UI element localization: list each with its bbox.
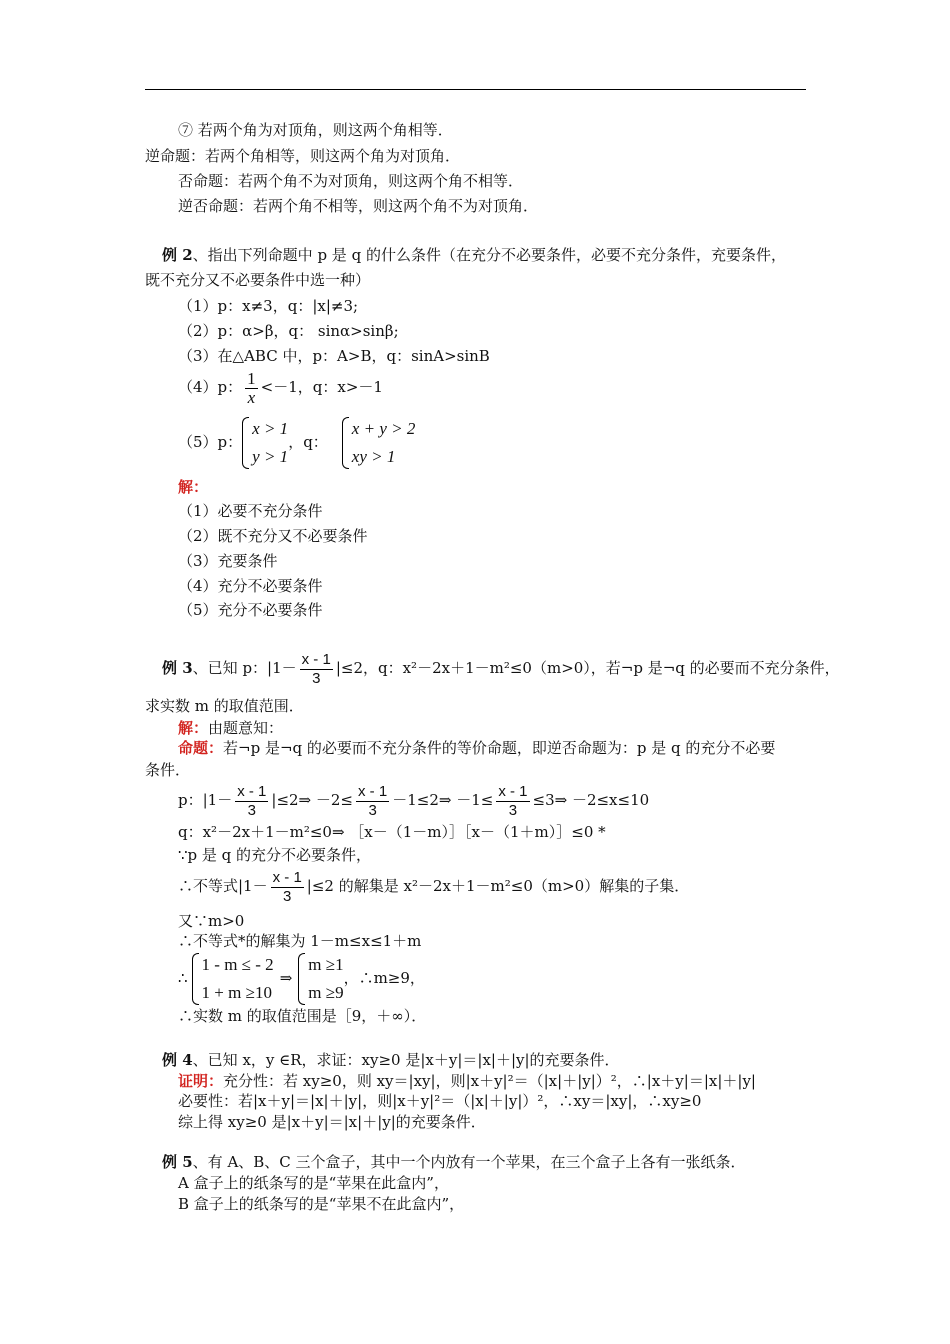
example-3-label: 例 3 xyxy=(162,659,193,677)
system-q-row-2: xy > 1 xyxy=(351,447,396,466)
example-5-stem xyxy=(162,1152,746,1172)
range-conclusion: ∴实数 m 的取值范围是［9，＋∞）． xyxy=(178,1007,427,1025)
example-3-text-a: 、已知 p：|1－ xyxy=(192,659,297,677)
fraction-denominator: 3 xyxy=(247,801,256,819)
fraction xyxy=(496,783,529,820)
fraction xyxy=(235,783,268,820)
example-3-p-derivation xyxy=(178,780,649,820)
proof-sufficiency xyxy=(178,1071,756,1091)
solution-label: 解： xyxy=(178,478,209,496)
fraction xyxy=(356,783,389,820)
answer-3: （3）充要条件 xyxy=(178,552,278,570)
fraction-numerator: x - 1 xyxy=(301,650,331,668)
item-4-prefix: （4）p： xyxy=(178,378,243,396)
example-3-fraction xyxy=(300,651,333,688)
proof-label: 证明： xyxy=(178,1072,224,1090)
example-2-text: 、指出下列命题中 p 是 q 的什么条件（在充分不必要条件，必要不充分条件，充要条件， xyxy=(192,246,786,264)
header-rule xyxy=(145,89,806,90)
item-4-suffix: <－1，q：x>－1 xyxy=(260,378,383,396)
example-4-text: 、已知 x，y ∈R，求证：xy≥0 是|x＋y|＝|x|＋|y|的充要条件． xyxy=(192,1051,620,1069)
system-p-row-1: x > 1 xyxy=(252,419,289,438)
subset-text-b: |≤2 的解集是 x²－2x＋1－m²≤0（m>0）解集的子集． xyxy=(306,877,690,895)
fraction xyxy=(271,869,304,906)
example-2-item-4 xyxy=(178,367,383,407)
item-5-prefix: （5）p： xyxy=(178,433,243,451)
solution-text: 由题意知： xyxy=(208,719,284,737)
example-5-label: 例 5 xyxy=(162,1153,193,1171)
proposition-text: 若¬p 是¬q 的必要而不充分条件的等价命题，即逆否命题为：p 是 q 的充分不必要 xyxy=(223,739,776,757)
system-derivation xyxy=(178,950,425,1007)
p-deriv-1: p：|1－ xyxy=(178,791,233,809)
system-1-row-2: 1 + m ≥10 xyxy=(201,983,272,1002)
p-deriv-3: －1≤2⇒ －1≤ xyxy=(392,791,494,809)
answer-2: （2）既不充分又不必要条件 xyxy=(178,527,368,545)
answer-1: （1）必要不充分条件 xyxy=(178,502,323,520)
system-1-row-1: 1 - m ≤ - 2 xyxy=(201,955,274,974)
system-p-row-2: y > 1 xyxy=(252,447,289,466)
fraction-numerator: x - 1 xyxy=(498,782,528,800)
sufficiency-text: 充分性：若 xy≥0，则 xy＝|xy|，则|x＋y|²＝（|x|＋|y|）²，∴|x＋y|＝|x|＋|y| xyxy=(223,1072,756,1090)
box-a-note: A 盒子上的纸条写的是“苹果在此盒内”， xyxy=(178,1174,449,1192)
example-2-item-5 xyxy=(178,414,415,471)
system-q-row-1: x + y > 2 xyxy=(351,419,416,438)
system-p xyxy=(242,415,288,471)
p-deriv-4: ≤3⇒ －2≤x≤10 xyxy=(532,791,650,809)
subset-line xyxy=(178,866,689,906)
proof-necessity: 必要性：若|x＋y|＝|x|＋|y|，则|x＋y|²＝（|x|＋|y|）²，∴xy＝|xy|，∴xy≥0 xyxy=(178,1092,702,1110)
contrapositive-line: 逆否命题：若两个角不相等，则这两个角不为对顶角． xyxy=(178,197,539,215)
system-1 xyxy=(192,951,274,1007)
system-q xyxy=(342,415,416,471)
fraction-numerator: x - 1 xyxy=(272,868,302,886)
fraction-denominator: 3 xyxy=(368,801,377,819)
example-2-label: 例 2 xyxy=(162,246,193,264)
example-4-label: 例 4 xyxy=(162,1051,193,1069)
converse-line: 逆命题：若两个角相等，则这两个角为对顶角． xyxy=(145,147,461,165)
p-deriv-2: |≤2⇒ －2≤ xyxy=(271,791,354,809)
example-3-stem-2: 求实数 m 的取值范围． xyxy=(145,697,304,715)
example-2-item-2: （2）p：α>β，q： sinα>sinβ; xyxy=(178,322,399,340)
therefore-symbol: ∴ xyxy=(178,969,188,987)
m-positive-line: 又∵m>0 xyxy=(178,912,245,930)
system-2 xyxy=(298,951,343,1007)
system-2-row-2: m ≥9 xyxy=(308,983,344,1002)
fraction-denominator: x xyxy=(247,387,256,407)
example-5-text: 、有 A、B、C 三个盒子，其中一个内放有一个苹果，在三个盒子上各有一张纸条． xyxy=(192,1153,746,1171)
fraction-numerator: x - 1 xyxy=(237,782,267,800)
system-2-row-1: m ≥1 xyxy=(308,955,344,974)
proof-conclusion: 综上得 xy≥0 是|x＋y|＝|x|＋|y|的充要条件． xyxy=(178,1113,486,1131)
answer-4: （4）充分不必要条件 xyxy=(178,577,323,595)
example-2-stem xyxy=(162,245,786,265)
solution-label: 解： xyxy=(178,719,209,737)
implies-symbol: ⇒ xyxy=(279,969,293,987)
prop-7-line: ⑦ 若两个角为对顶角，则这两个角相等． xyxy=(178,121,453,139)
example-3-text-b: |≤2，q：x²－2x＋1－m²≤0（m>0），若¬p 是¬q 的必要而不充分条件， xyxy=(335,659,840,677)
box-b-note: B 盒子上的纸条写的是“苹果不在此盒内”， xyxy=(178,1195,465,1213)
fraction-denominator: 3 xyxy=(312,669,321,687)
example-3-proposition-2: 条件． xyxy=(145,761,191,779)
answer-5: （5）充分不必要条件 xyxy=(178,601,323,619)
fraction-numerator: 1 xyxy=(247,368,256,388)
example-2-stem-2: 既不充分又不必要条件中选一种） xyxy=(145,271,371,289)
example-4-stem xyxy=(162,1050,620,1070)
inverse-line: 否命题：若两个角不为对顶角，则这两个角不相等． xyxy=(178,172,524,190)
q-derivation: q：x²－2x＋1－m²≤0⇒ ［x－（1－m）］［x－（1＋m）］≤0 * xyxy=(178,823,606,841)
system-result: ，∴m≥9， xyxy=(343,969,425,987)
example-3-stem xyxy=(162,648,840,688)
subset-text-a: ∴不等式|1－ xyxy=(178,877,268,895)
because-line: ∵p 是 q 的充分不必要条件， xyxy=(178,846,372,864)
fraction-numerator: x - 1 xyxy=(358,782,388,800)
item-4-fraction xyxy=(245,370,258,407)
example-2-item-3: （3）在△ABC 中，p：A>B，q：sinA>sinB xyxy=(178,347,490,365)
example-3-proposition xyxy=(178,738,775,758)
example-2-item-1: （1）p：x≠3，q：|x|≠3; xyxy=(178,297,359,315)
example-3-solution xyxy=(178,718,283,738)
proposition-label: 命题： xyxy=(178,739,224,757)
item-5-mid: ，q： xyxy=(288,433,328,451)
fraction-denominator: 3 xyxy=(283,887,292,905)
fraction-denominator: 3 xyxy=(508,801,518,819)
solution-set-line: ∴不等式*的解集为 1－m≤x≤1＋m xyxy=(178,932,422,950)
